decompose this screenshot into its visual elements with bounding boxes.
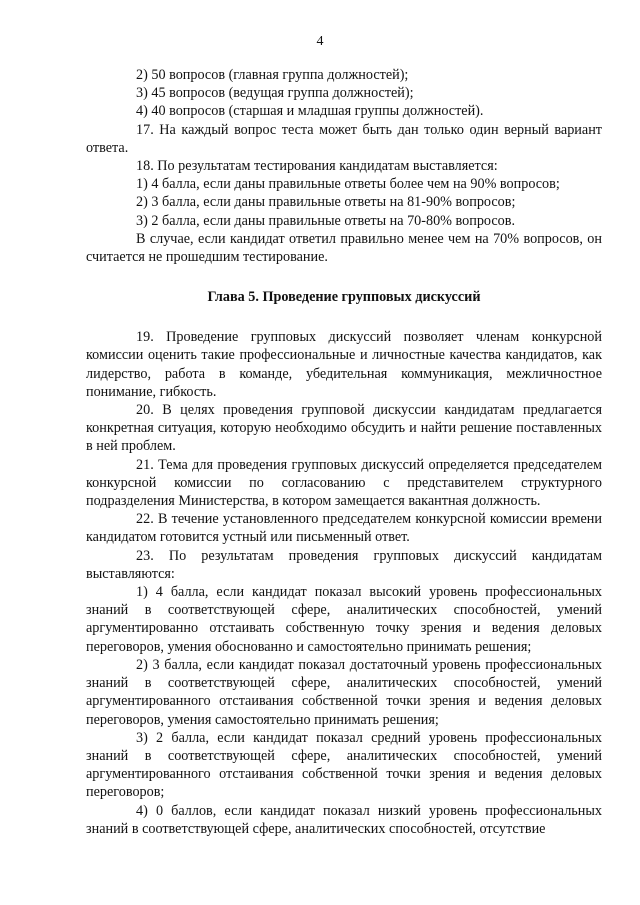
- discussion-score-0-points: 4) 0 баллов, если кандидат показал низкий уровень профессиональных знаний в соответствующей сфере, аналитических способностей, отсутствие: [86, 802, 602, 837]
- paragraph-23: 23. По результатам проведения групповых дискуссий кандидатам выставляются:: [86, 547, 602, 582]
- paragraph-18: 18. По результатам тестирования кандидатам выставляется:: [136, 158, 498, 175]
- list-item-45-questions: 3) 45 вопросов (ведущая группа должностей);: [136, 85, 414, 102]
- paragraph-20: 20. В целях проведения групповой дискуссии кандидатам предлагается конкретная ситуация, которую необходимо обсудить и найти решение поставленных в ней проблем.: [86, 402, 602, 455]
- discussion-score-3-points: 2) 3 балла, если кандидат показал достаточный уровень профессиональных знаний в соответствующей сфере, аналитических способностей, умений аргументированного отстаивания собственной точки зрения и ведения деловых переговоров, умения самостоятельно принимать решения;: [86, 656, 602, 728]
- chapter-heading: Глава 5. Проведение групповых дискуссий: [207, 289, 481, 306]
- list-item-50-questions: 2) 50 вопросов (главная группа должностей);: [136, 67, 409, 83]
- discussion-score-4-points: 1) 4 балла, если кандидат показал высокий уровень профессиональных знаний в соответствующей сфере, аналитических способностей, умений аргументированно отстаивать собственную точку зрения и ведения деловых переговоров, умения обоснованно и самостоятельно принимать решения;: [86, 584, 602, 655]
- paragraph-21: 21. Тема для проведения групповых дискуссий определяется председателем конкурсной комиссии по согласованию с представителем структурного подразделения Министерства, в котором замещается вакантная должность.: [86, 456, 602, 510]
- discussion-score-2-points: 3) 2 балла, если кандидат показал средний уровень профессиональных знаний в соответствующей сфере, аналитических способностей, умений аргументированного отстаивания собственной точки зрения и ведения деловых переговоров;: [86, 729, 602, 801]
- document-body: [86, 66, 602, 838]
- paragraph-22: 22. В течение установленного председателем конкурсной комиссии времени кандидатом готовится устный или письменный ответ.: [86, 511, 602, 546]
- test-failed-note: В случае, если кандидат ответил правильно менее чем на 70% вопросов, он считается не прошедшим тестирование.: [86, 230, 602, 266]
- page-number: 4: [316, 34, 324, 49]
- test-score-3-points: 2) 3 балла, если даны правильные ответы на 81-90% вопросов;: [136, 194, 516, 211]
- test-score-4-points: 1) 4 балла, если даны правильные ответы более чем на 90% вопросов;: [136, 176, 560, 193]
- list-item-40-questions: 4) 40 вопросов (старшая и младшая группы должностей).: [136, 103, 484, 120]
- paragraph-19: 19. Проведение групповых дискуссий позволяет членам конкурсной комиссии оценить такие профессиональные и личностные качества кандидатов, как лидерство, работа в команде, убедительная коммуникация, межличностное понимание, гибкость.: [86, 329, 602, 400]
- test-score-2-points: 3) 2 балла, если даны правильные ответы на 70-80% вопросов.: [136, 212, 516, 229]
- paragraph-17: 17. На каждый вопрос теста может быть дан только один верный вариант ответа.: [86, 121, 602, 156]
